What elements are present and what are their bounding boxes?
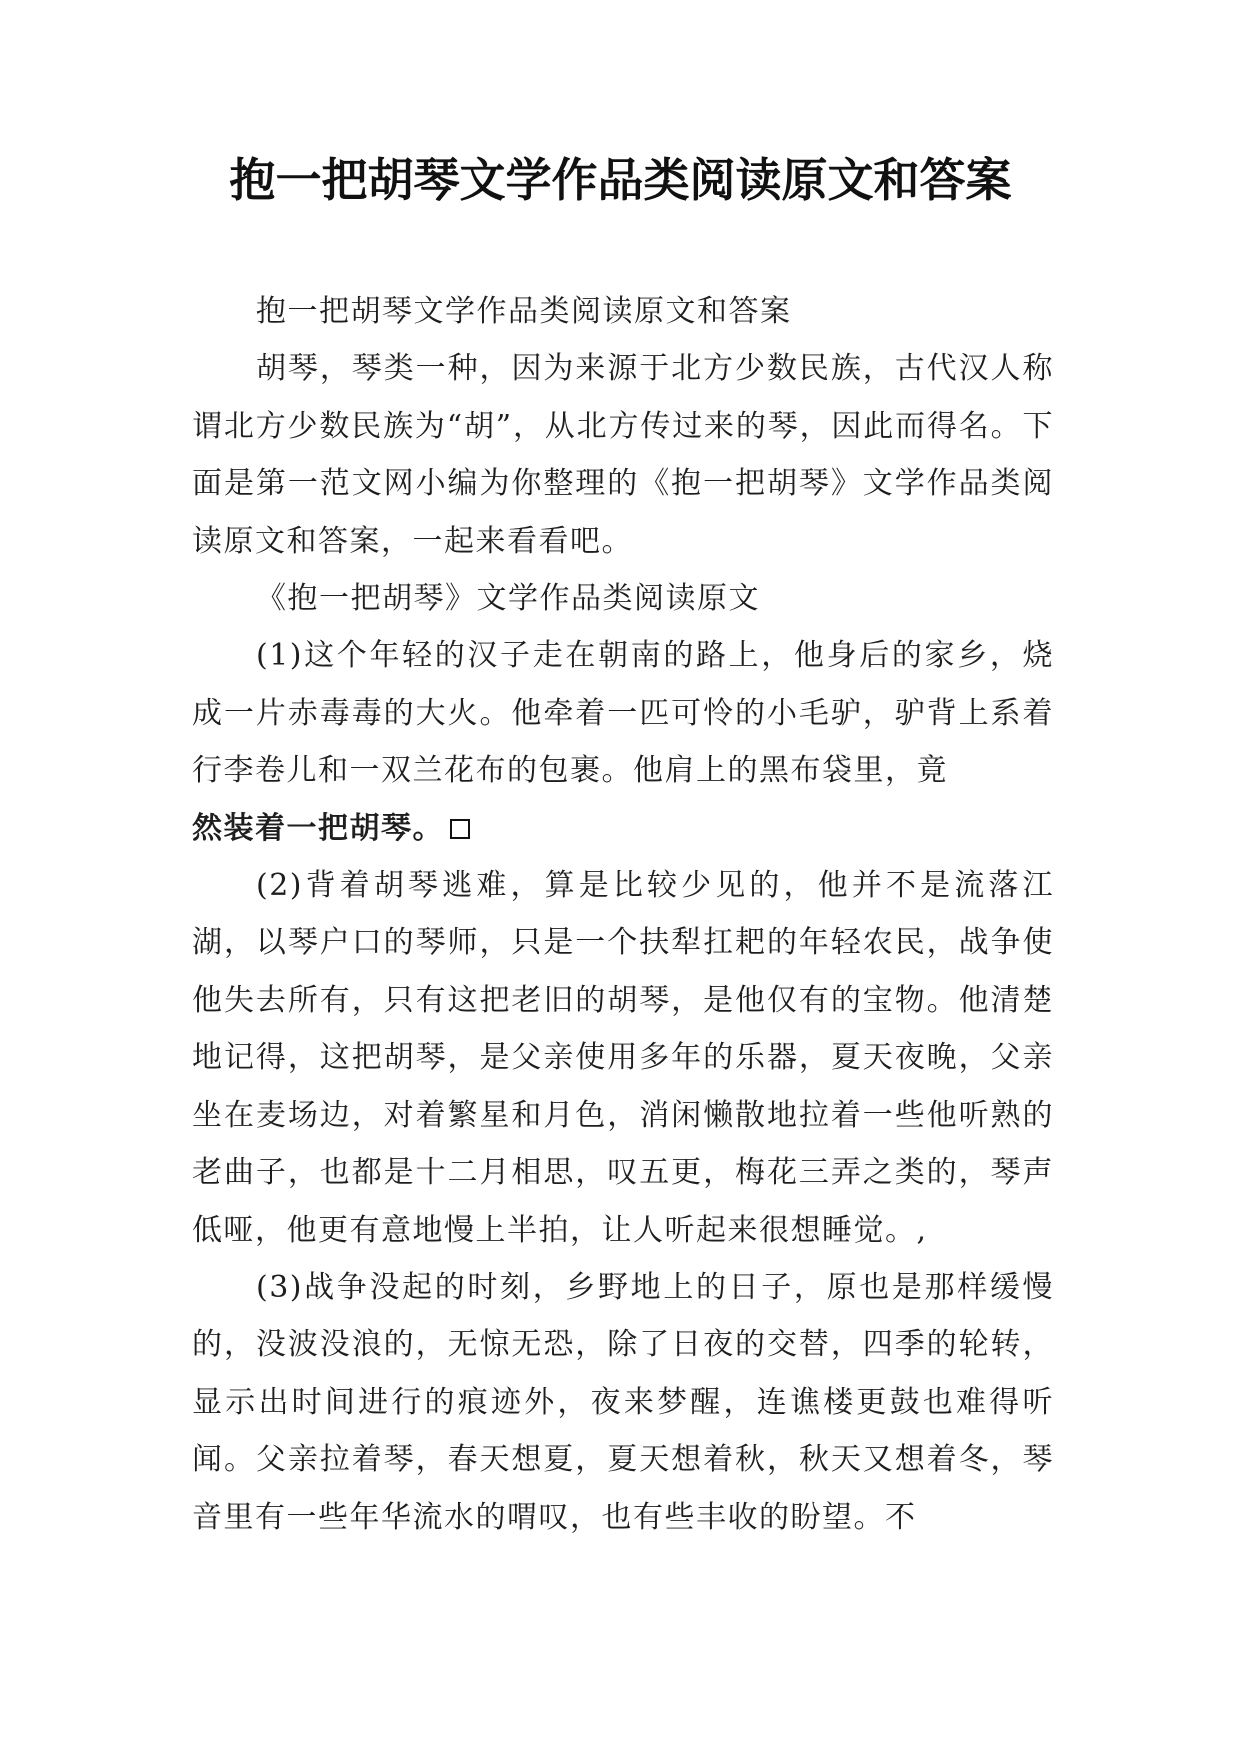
paragraph-1-text: (1)这个年轻的汉子走在朝南的路上，他身后的家乡，烧成一片赤毒毒的大火。他牵着一匹可怜的小毛驴，驴背上系着行李卷儿和一双兰花布的包裹。他肩上的黑布袋里，竟 <box>192 638 1054 789</box>
paragraph-intro: 胡琴，琴类一种，因为来源于北方少数民族，古代汉人称谓北方少数民族为“胡”，从北方传过来的琴，因此而得名。下面是第一范文网小编为你整理的《抱一把胡琴》文学作品类阅读原文和答案，一起来看看吧。 <box>192 351 1054 559</box>
paragraph-1-bold-continuation: 然装着一把胡琴。 <box>192 810 444 846</box>
paragraph-subtitle: 抱一把胡琴文学作品类阅读原文和答案 <box>256 294 792 329</box>
paragraph-1 <box>192 627 1054 857</box>
paragraph-section-heading: 《抱一把胡琴》文学作品类阅读原文 <box>256 581 760 617</box>
document-title: 抱一把胡琴文学作品类阅读原文和答案 <box>229 153 1012 207</box>
paragraph-2: (2)背着胡琴逃难，算是比较少见的，他并不是流落江湖，以琴户口的琴师，只是一个扶犁扛耙的年轻农民，战争使他失去所有，只有这把老旧的胡琴，是他仅有的宝物。他清楚地记得，这把胡琴，是父亲使用多年的乐器，夏天夜晚，父亲坐在麦场边，对着繁星和月色，消闲懒散地拉着一些他听熟的老曲子，也都是十二月相思，叹五更，梅花三弄之类的，琴声低哑，他更有意地慢上半拍，让人听起来很想睡觉。, <box>192 868 1054 1248</box>
paragraph-3: (3)战争没起的时刻，乡野地上的日子，原也是那样缓慢的，没波没浪的，无惊无恐，除了日夜的交替，四季的轮转，显示出时间进行的痕迹外，夜来梦醒，连谯楼更鼓也难得听闻。父亲拉着琴，春天想夏，夏天想着秋，秋天又想着冬，琴音里有一些年华流水的喟叹，也有些丰收的盼望。不 <box>192 1269 1054 1535</box>
document-body <box>192 283 1054 1546</box>
missing-glyph-box <box>450 819 470 839</box>
